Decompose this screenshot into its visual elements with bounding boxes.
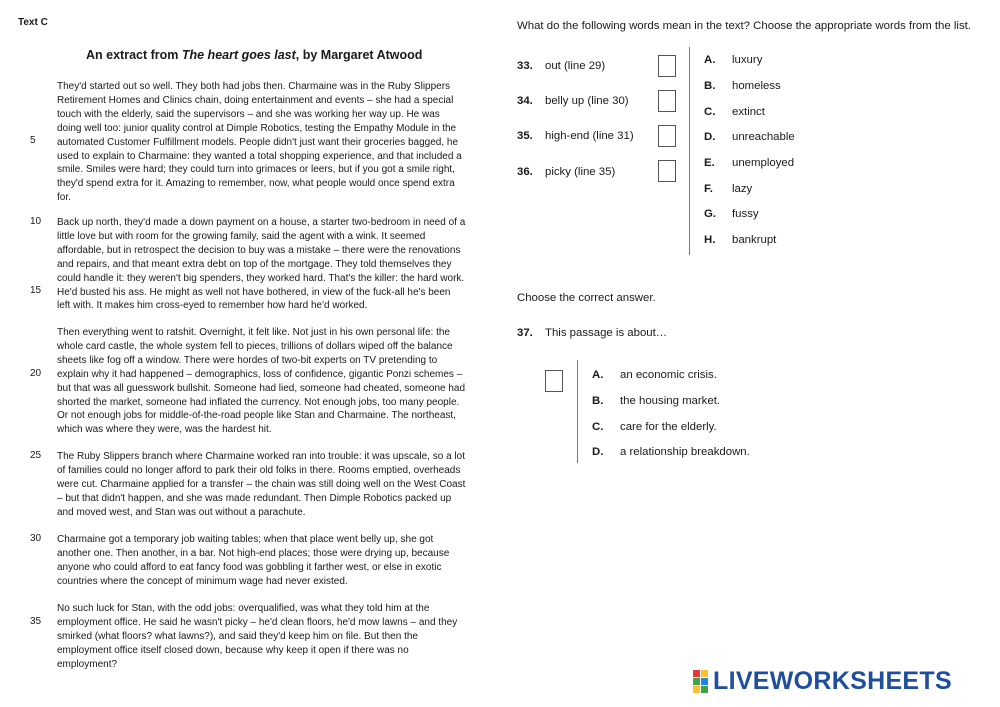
text-line: Charmaine got a temporary job waiting tables; when that place went belly up, she got (57, 534, 434, 545)
question-number: 35. (517, 130, 533, 142)
text-line: anyone who could afford to eat fancy food was gobbling it farther west, or else in exotic (57, 561, 442, 573)
paragraph-6 (57, 602, 482, 672)
text-line: smile. Smiles were hard; they could turn into grimaces or leers, but if you got a smile right, (57, 164, 455, 176)
text-line: Then everything went to ratshit. Overnight, it felt like. Not just in his own personal life: the (57, 327, 450, 338)
option-letter: B. (592, 395, 604, 407)
answer-box-37[interactable] (545, 370, 563, 392)
option-letter: A. (592, 369, 604, 381)
option-letter: A. (704, 54, 716, 66)
text-line: shorted the market, someone had inflated the currency. Not enough jobs, too many people. (57, 396, 460, 408)
answer-box-35[interactable] (658, 125, 676, 147)
question-number: 33. (517, 60, 533, 72)
question-number: 36. (517, 166, 533, 178)
text-line: whole card castle, the whole system fell to pieces, trillions of dollars wiped off the balance (57, 340, 453, 352)
book-title: The heart goes last (181, 48, 296, 62)
answer-box-33[interactable] (658, 55, 676, 77)
option-letter: F. (704, 183, 713, 195)
paragraph-2 (57, 216, 482, 313)
text-line: employment office itself closed down, because why keep it open if there was no (57, 644, 409, 656)
vocab-instruction: What do the following words mean in the text? Choose the appropriate words from the list. (517, 20, 971, 32)
text-line: affordable, but in retrospect the decision to buy was a mistake – there were the renovations (57, 244, 461, 256)
text-line: Or not enough jobs for middle-of-the-road people like Stan and Charmaine. The northeast, (57, 410, 456, 422)
option-letter: B. (704, 80, 716, 92)
option-text: extinct (732, 106, 765, 118)
option-text: fussy (732, 208, 759, 220)
mc-instruction: Choose the correct answer. (517, 292, 656, 304)
options-divider (577, 360, 578, 463)
paragraph-4 (57, 450, 482, 520)
text-line: but that was all guesswork bullshit. Someone had lied, someone had cheated, someone had (57, 382, 466, 394)
question-text: This passage is about… (545, 327, 668, 339)
option-text: an economic crisis. (620, 369, 717, 381)
paragraph-1 (57, 80, 482, 205)
text-line: explain why it had happened – demographics, loss of confidence, gigantic Ponzi schemes – (57, 368, 463, 380)
options-divider (689, 47, 690, 255)
text-line: which was where they were, was the hardest hit. (57, 424, 272, 436)
line-number: 20 (30, 368, 42, 379)
option-text: lazy (732, 183, 753, 195)
option-letter: D. (592, 446, 604, 458)
option-text: homeless (732, 80, 781, 92)
line-number: 35 (30, 616, 42, 627)
line-number: 5 (30, 135, 36, 146)
text-line: employment? (57, 658, 118, 670)
paragraph-3 (57, 326, 482, 437)
line-number: 30 (30, 533, 42, 544)
text-line: Retirement Homes and Clinics chain, doing entertainment and events – she had a special (57, 94, 454, 106)
option-text: the housing market. (620, 395, 721, 407)
text-line: were cut. Charmaine applied for a transfer – the chain was still doing well on the West Coast (57, 478, 466, 490)
text-line: little love but with room for the growing family, said the agent with a wink. It seemed (57, 230, 426, 242)
line-number: 10 (30, 216, 42, 227)
liveworksheets-logo (692, 667, 952, 696)
question-text: out (line 29) (545, 60, 606, 72)
option-letter: C. (592, 421, 604, 433)
answer-box-36[interactable] (658, 160, 676, 182)
line-number: 25 (30, 450, 42, 461)
passage-title: An extract from The heart goes last, by Margaret Atwood (86, 48, 423, 62)
option-text: unemployed (732, 157, 795, 169)
logo-text: LIVEWORKSHEETS (713, 667, 952, 695)
text-line: used to explain to Charmaine: they wanted a total shopping experience, and that included a (57, 150, 462, 162)
text-line: and moved west, and Stan was out without a parachute. (57, 506, 306, 518)
option-text: bankrupt (732, 234, 777, 246)
text-label: Text C (18, 17, 48, 28)
option-text: luxury (732, 54, 763, 66)
text-line: sheets like fog off a window. There were hordes of two-bit experts on TV pretending to (57, 354, 438, 366)
question-text: high-end (line 31) (545, 130, 634, 142)
option-letter: G. (704, 208, 717, 220)
text-line: employment office. He said he wasn't picky – he'd clean floors, he'd mow lawns – and they (57, 616, 458, 628)
option-text: care for the elderly. (620, 421, 717, 433)
question-text: picky (line 35) (545, 166, 616, 178)
text-line: automated Customer Fulfillment models. People didn't just want their groceries bagged, he (57, 136, 459, 148)
option-letter: D. (704, 131, 716, 143)
option-text: unreachable (732, 131, 795, 143)
option-text: a relationship breakdown. (620, 446, 750, 458)
text-line: He'd busted his ass. He might as well not have bothered, in view of the fuck-all he's been (57, 286, 451, 298)
text-line: and repairs, and that meant extra debt on top of the mortgage. They told themselves they (57, 258, 452, 270)
text-line: – but that didn't happen, and she was made redundant. Then Dimple Robotics packed up (57, 492, 452, 504)
text-line: smirked (what floors? what lawns?), and said they'd keep him on file. But then the (57, 630, 418, 642)
question-number: 37. (517, 327, 533, 339)
question-number: 34. (517, 95, 533, 107)
text-line: touch with the elderly, said the supervisors – and she was working her way up. He was (57, 108, 440, 120)
text-line: left with. It makes him cross-eyed to remember how hard he'd worked. (57, 300, 368, 312)
option-letter: C. (704, 106, 716, 118)
text-line: of families could no longer afford to park their old folks in there. Rooms emptied, overheads (57, 464, 461, 476)
question-text: belly up (line 30) (545, 95, 629, 107)
text-line: Back up north, they'd made a down payment on a house, a starter two-bedroom in need of a (57, 217, 466, 228)
text-line: they'd spend extra for it. Amazing to remember, now, what people would once spend extra (57, 178, 455, 190)
paragraph-5 (57, 533, 482, 589)
text-line: for. (57, 192, 71, 204)
answer-box-34[interactable] (658, 90, 676, 112)
text-line: They'd started out so well. They both had jobs then. Charmaine was in the Ruby Slippers (57, 81, 451, 92)
text-line: No such luck for Stan, with the odd jobs: overqualified, was what they told him at the (57, 603, 430, 614)
line-number: 15 (30, 285, 42, 296)
logo-mark-icon (692, 670, 710, 694)
text-line: another one. Then another, in a bar. Not high-end places; those were drying up, because (57, 547, 450, 559)
text-line: countries where the concept of minimum wage had never existed. (57, 575, 348, 587)
text-line: The Ruby Slippers branch where Charmaine worked ran into trouble: it was upscale, so a lot (57, 451, 465, 462)
text-line: doing well too: junior quality control at Dimple Robotics, testing the Empathy Module in the (57, 122, 457, 134)
text-line: could handle it: they weren't big spenders, they worked hard. That's the killer: the hard work. (57, 272, 465, 284)
option-letter: E. (704, 157, 715, 169)
option-letter: H. (704, 234, 716, 246)
